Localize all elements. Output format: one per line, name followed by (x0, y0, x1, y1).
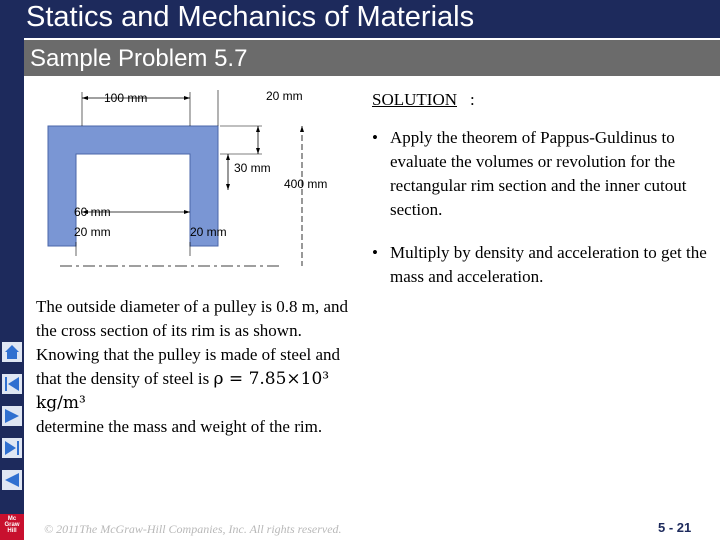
density-formula: ρ = 7.85×10³ kg/m³ (36, 369, 330, 413)
solution-heading: SOLUTION (372, 90, 457, 109)
dim-right-web: 20 mm (190, 225, 227, 239)
previous-icon[interactable] (2, 470, 22, 490)
problem-text-after: determine the mass and weight of the rim. (36, 417, 323, 436)
solution-bullet-2: • Multiply by density and acceleration to get the mass and acceleration. (372, 241, 712, 289)
rim-cross-section-figure (40, 86, 370, 276)
solution-bullet-1: • Apply the theorem of Pappus-Guldinus to evaluate the volumes or revolution for the rectangular rim section and the inner cutout section. (372, 126, 712, 222)
home-icon[interactable] (2, 342, 22, 362)
next-icon[interactable] (2, 406, 22, 426)
mcgraw-hill-logo: Mc Graw Hill (0, 514, 24, 540)
dim-height: 400 mm (284, 177, 328, 191)
copyright-footer: © 2011The McGraw-Hill Companies, Inc. All rights reserved. (44, 522, 342, 536)
dim-cutout-depth: 30 mm (234, 161, 271, 175)
problem-text-before: The outside diameter of a pulley is 0.8 m, and the cross section of its rim is as shown. Knowing that the pulley is made of steel and that the density of steel is (36, 297, 349, 388)
dim-flange: 20 mm (266, 89, 303, 103)
page-title: Statics and Mechanics of Materials (26, 1, 475, 33)
dim-left-web: 20 mm (74, 225, 111, 239)
bullet-text: Multiply by density and acceleration to get the mass and acceleration. (390, 243, 707, 286)
dim-cutout-width: 60 mm (74, 205, 111, 219)
page-number: 5 - 21 (658, 520, 692, 535)
left-sidebar (0, 0, 24, 540)
slide-subtitle: Sample Problem 5.7 (30, 45, 248, 72)
last-page-icon[interactable] (2, 438, 22, 458)
bullet-text: Apply the theorem of Pappus-Guldinus to evaluate the volumes or revolution for the rectangular rim section and the inner cutout section. (390, 128, 687, 219)
solution-colon: : (470, 90, 475, 109)
dim-top-width: 100 mm (104, 91, 148, 105)
first-page-icon[interactable] (2, 374, 22, 394)
problem-statement (36, 295, 356, 439)
edition-label (0, 0, 24, 44)
